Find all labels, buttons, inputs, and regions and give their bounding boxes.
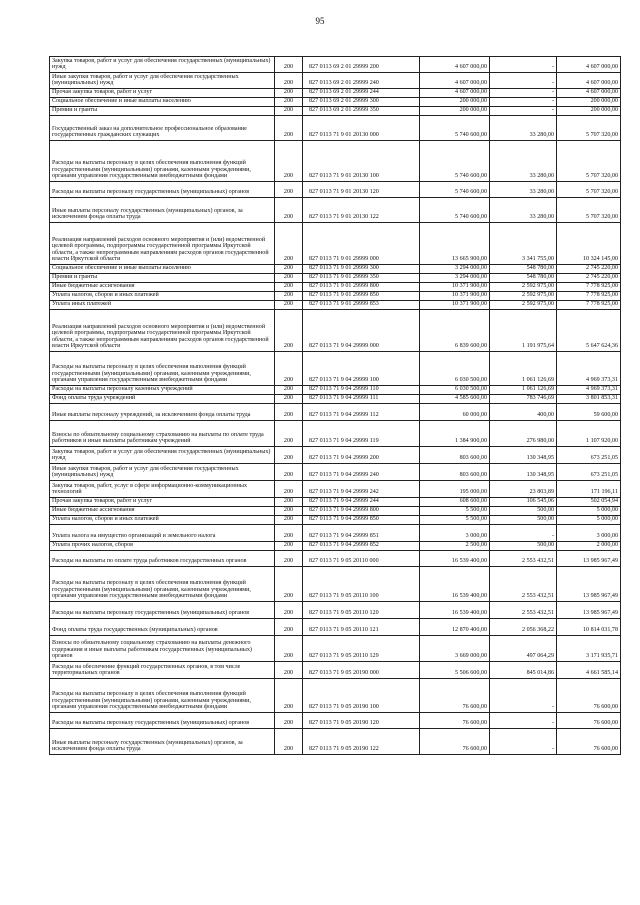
remaining-amount-cell: 4 607 000,00	[557, 73, 621, 89]
table-body	[50, 57, 621, 755]
line-code-cell: 200	[275, 352, 303, 386]
expense-name-cell: Иные бюджетные ассигнования	[50, 507, 275, 516]
remaining-amount-cell: 4 969 373,31	[557, 386, 621, 395]
line-code-cell: 200	[275, 619, 303, 636]
table-row	[50, 525, 621, 542]
classification-code-cell: 827 0113 71 9 01 20130 000	[303, 116, 420, 141]
remaining-amount-cell: 13 985 967,49	[557, 551, 621, 567]
executed-amount-cell: 2 592 975,00	[490, 283, 557, 292]
remaining-amount-cell: 673 251,05	[557, 447, 621, 464]
executed-amount-cell: 845 014,86	[490, 662, 557, 679]
line-code-cell: 200	[275, 89, 303, 98]
remaining-amount-cell: 1 107 920,00	[557, 421, 621, 447]
approved-amount-cell: 6 839 600,00	[420, 310, 490, 352]
approved-amount-cell: 5 500,00	[420, 516, 490, 525]
executed-amount-cell: 2 553 432,51	[490, 567, 557, 602]
executed-amount-cell: -	[490, 73, 557, 89]
line-code-cell: 200	[275, 98, 303, 107]
table-row	[50, 567, 621, 602]
expense-name-cell: Уплата налогов, сборов и иных платежей	[50, 516, 275, 525]
executed-amount-cell: 33 280,00	[490, 141, 557, 182]
approved-amount-cell: 60 000,00	[420, 404, 490, 421]
table-row	[50, 404, 621, 421]
line-code-cell: 200	[275, 481, 303, 498]
executed-amount-cell: 783 746,69	[490, 395, 557, 404]
classification-code-cell: 827 0113 71 9 05 20190 122	[303, 729, 420, 755]
executed-amount-cell: 2 592 975,00	[490, 292, 557, 301]
expense-name-cell: Государственный заказ на дополнительное профессиональное образование государственных гражданских служащих	[50, 116, 275, 141]
classification-code-cell: 827 0113 71 9 04 29999 240	[303, 464, 420, 481]
table-row	[50, 464, 621, 481]
approved-amount-cell: 200 000,00	[420, 107, 490, 116]
expense-name-cell: Расходы на выплаты по оплате труда работников государственных органов	[50, 551, 275, 567]
table-row	[50, 729, 621, 755]
approved-amount-cell: 3 000,00	[420, 525, 490, 542]
line-code-cell: 200	[275, 447, 303, 464]
table-row	[50, 619, 621, 636]
classification-code-cell: 827 0113 71 9 04 29999 111	[303, 395, 420, 404]
line-code-cell: 200	[275, 679, 303, 713]
table-row	[50, 107, 621, 116]
approved-amount-cell: 3 294 000,00	[420, 265, 490, 274]
classification-code-cell: 827 0113 71 9 04 29999 110	[303, 386, 420, 395]
classification-code-cell: 827 0113 69 2 01 29999 244	[303, 89, 420, 98]
classification-code-cell: 827 0113 71 9 04 29999 244	[303, 498, 420, 507]
expense-name-cell: Премии и гранты	[50, 274, 275, 283]
expense-name-cell: Реализация направлений расходов основного мероприятия и (или) ведомственной целевой программы, подпрограммы государственной программы Иркутской области, а также непрограммным направлениям расходов органов государственной власти Иркутской области	[50, 310, 275, 352]
remaining-amount-cell: 502 054,94	[557, 498, 621, 507]
table-row	[50, 223, 621, 265]
classification-code-cell: 827 0113 69 2 01 29999 200	[303, 57, 420, 73]
executed-amount-cell: 500,00	[490, 542, 557, 551]
approved-amount-cell: 200 000,00	[420, 98, 490, 107]
classification-code-cell: 827 0113 71 9 05 20190 000	[303, 662, 420, 679]
executed-amount-cell: -	[490, 729, 557, 755]
classification-code-cell: 827 0113 71 9 05 20190 120	[303, 713, 420, 729]
expense-name-cell: Прочая закупка товаров, работ и услуг	[50, 498, 275, 507]
executed-amount-cell: -	[490, 89, 557, 98]
classification-code-cell: 827 0113 69 2 01 29999 350	[303, 107, 420, 116]
budget-execution-table	[49, 56, 621, 755]
approved-amount-cell: 76 600,00	[420, 713, 490, 729]
line-code-cell: 200	[275, 516, 303, 525]
classification-code-cell: 827 0113 71 9 01 29999 350	[303, 274, 420, 283]
line-code-cell: 200	[275, 498, 303, 507]
classification-code-cell: 827 0113 69 2 01 29999 240	[303, 73, 420, 89]
line-code-cell: 200	[275, 713, 303, 729]
classification-code-cell: 827 0113 71 9 01 29999 850	[303, 292, 420, 301]
classification-code-cell: 827 0113 71 9 04 29999 800	[303, 507, 420, 516]
classification-code-cell: 827 0113 71 9 05 20110 121	[303, 619, 420, 636]
line-code-cell: 200	[275, 636, 303, 662]
table-row	[50, 116, 621, 141]
line-code-cell: 200	[275, 107, 303, 116]
expense-name-cell: Расходы на выплаты персоналу в целях обеспечения выполнения функций государственными (муниципальными) органами, казенными учреждениями, органами управления государственными внебюджетными фондами	[50, 352, 275, 386]
remaining-amount-cell: 5 707 320,00	[557, 198, 621, 223]
table-row	[50, 198, 621, 223]
classification-code-cell: 827 0113 71 9 01 29999 300	[303, 265, 420, 274]
table-row	[50, 662, 621, 679]
expense-name-cell: Иные выплаты персоналу учреждений, за исключением фонда оплаты труда	[50, 404, 275, 421]
classification-code-cell: 827 0113 71 9 04 29999 100	[303, 352, 420, 386]
approved-amount-cell: 803 600,00	[420, 464, 490, 481]
approved-amount-cell: 4 607 000,00	[420, 73, 490, 89]
table-row	[50, 274, 621, 283]
remaining-amount-cell: 200 000,00	[557, 98, 621, 107]
approved-amount-cell: 76 600,00	[420, 679, 490, 713]
line-code-cell: 200	[275, 542, 303, 551]
expense-name-cell: Расходы на выплаты персоналу казенных учреждений	[50, 386, 275, 395]
approved-amount-cell: 2 500,00	[420, 542, 490, 551]
executed-amount-cell: 130 348,95	[490, 464, 557, 481]
approved-amount-cell: 195 000,00	[420, 481, 490, 498]
table-row	[50, 507, 621, 516]
expense-name-cell: Расходы на выплаты персоналу в целях обеспечения выполнения функций государственными (муниципальными) органами, казенными учреждениями, органами управления государственными внебюджетными фондами	[50, 567, 275, 602]
table-row	[50, 283, 621, 292]
executed-amount-cell: 2 553 432,51	[490, 602, 557, 619]
approved-amount-cell: 4 607 000,00	[420, 89, 490, 98]
table-row	[50, 301, 621, 310]
classification-code-cell: 827 0113 71 9 01 29999 000	[303, 223, 420, 265]
approved-amount-cell: 3 669 000,00	[420, 636, 490, 662]
line-code-cell: 200	[275, 283, 303, 292]
remaining-amount-cell: 5 647 624,36	[557, 310, 621, 352]
executed-amount-cell: 33 280,00	[490, 116, 557, 141]
executed-amount-cell: 2 592 975,00	[490, 301, 557, 310]
classification-code-cell: 827 0113 71 9 05 20110 100	[303, 567, 420, 602]
remaining-amount-cell: 10 814 031,78	[557, 619, 621, 636]
table-row	[50, 182, 621, 198]
line-code-cell: 200	[275, 662, 303, 679]
executed-amount-cell: -	[490, 57, 557, 73]
table-row	[50, 679, 621, 713]
line-code-cell: 200	[275, 551, 303, 567]
expense-name-cell: Уплата прочих налогов, сборов	[50, 542, 275, 551]
expense-name-cell: Социальное обеспечение и иные выплаты населению	[50, 98, 275, 107]
expense-name-cell: Иные закупки товаров, работ и услуг для обеспечения государственных (муниципальных) нужд	[50, 73, 275, 89]
expense-name-cell: Расходы на выплаты персоналу в целях обеспечения выполнения функций государственными (муниципальными) органами, казенными учреждениями, органами управления государственными внебюджетными фондами	[50, 141, 275, 182]
table-row	[50, 421, 621, 447]
line-code-cell: 200	[275, 395, 303, 404]
expense-name-cell: Закупка товаров, работ и услуг для обеспечения государственных (муниципальных) нужд	[50, 57, 275, 73]
remaining-amount-cell: 4 607 000,00	[557, 89, 621, 98]
classification-code-cell: 827 0113 71 9 04 29999 852	[303, 542, 420, 551]
table-row	[50, 551, 621, 567]
remaining-amount-cell: 76 600,00	[557, 679, 621, 713]
line-code-cell: 200	[275, 729, 303, 755]
classification-code-cell: 827 0113 71 9 05 20110 120	[303, 602, 420, 619]
remaining-amount-cell: 673 251,05	[557, 464, 621, 481]
expense-name-cell: Иные бюджетные ассигнования	[50, 283, 275, 292]
approved-amount-cell: 5 740 600,00	[420, 141, 490, 182]
remaining-amount-cell: 10 324 145,00	[557, 223, 621, 265]
executed-amount-cell: 130 348,95	[490, 447, 557, 464]
approved-amount-cell: 16 539 400,00	[420, 602, 490, 619]
expense-name-cell: Уплата иных платежей	[50, 301, 275, 310]
executed-amount-cell: 500,00	[490, 507, 557, 516]
executed-amount-cell: 33 280,00	[490, 198, 557, 223]
executed-amount-cell: 23 803,89	[490, 481, 557, 498]
expense-name-cell: Иные закупки товаров, работ и услуг для обеспечения государственных (муниципальных) нужд	[50, 464, 275, 481]
executed-amount-cell: 276 980,00	[490, 421, 557, 447]
approved-amount-cell: 5 740 600,00	[420, 182, 490, 198]
table-row	[50, 386, 621, 395]
page-number: 95	[315, 16, 325, 26]
classification-code-cell: 827 0113 71 9 05 20110 129	[303, 636, 420, 662]
remaining-amount-cell: 5 707 320,00	[557, 116, 621, 141]
line-code-cell: 200	[275, 301, 303, 310]
remaining-amount-cell: 5 000,00	[557, 507, 621, 516]
remaining-amount-cell: 59 600,00	[557, 404, 621, 421]
executed-amount-cell: -	[490, 107, 557, 116]
remaining-amount-cell: 200 000,00	[557, 107, 621, 116]
expense-name-cell: Расходы на обеспечение функций государственных органов, в том числе территориальных органов	[50, 662, 275, 679]
remaining-amount-cell: 5 707 320,00	[557, 182, 621, 198]
table-row	[50, 57, 621, 73]
line-code-cell: 200	[275, 223, 303, 265]
approved-amount-cell: 10 371 900,00	[420, 283, 490, 292]
expense-name-cell: Иные выплаты персоналу государственных (муниципальных) органов, за исключением фонда оплаты труда	[50, 729, 275, 755]
table-row	[50, 292, 621, 301]
remaining-amount-cell: 5 707 320,00	[557, 141, 621, 182]
executed-amount-cell: 1 061 126,69	[490, 386, 557, 395]
line-code-cell: 200	[275, 310, 303, 352]
line-code-cell: 200	[275, 464, 303, 481]
remaining-amount-cell: 7 778 925,00	[557, 292, 621, 301]
approved-amount-cell: 6 030 500,00	[420, 352, 490, 386]
approved-amount-cell: 5 740 600,00	[420, 116, 490, 141]
remaining-amount-cell: 5 000,00	[557, 516, 621, 525]
executed-amount-cell: 548 780,00	[490, 265, 557, 274]
executed-amount-cell: 2 553 432,51	[490, 551, 557, 567]
approved-amount-cell: 5 740 600,00	[420, 198, 490, 223]
line-code-cell: 200	[275, 386, 303, 395]
line-code-cell: 200	[275, 116, 303, 141]
approved-amount-cell: 4 585 600,00	[420, 395, 490, 404]
executed-amount-cell: 497 064,29	[490, 636, 557, 662]
executed-amount-cell: 1 061 126,69	[490, 352, 557, 386]
table-row	[50, 89, 621, 98]
approved-amount-cell: 6 030 500,00	[420, 386, 490, 395]
expense-name-cell: Фонд оплаты труда учреждений	[50, 395, 275, 404]
table-row	[50, 265, 621, 274]
remaining-amount-cell: 3 171 935,71	[557, 636, 621, 662]
classification-code-cell: 827 0113 71 9 04 29999 200	[303, 447, 420, 464]
classification-code-cell: 827 0113 71 9 04 29999 119	[303, 421, 420, 447]
expense-name-cell: Взносы по обязательному социальному страхованию на выплаты по оплате труда работников и иные выплаты работникам учреждений	[50, 421, 275, 447]
remaining-amount-cell: 13 985 967,49	[557, 602, 621, 619]
line-code-cell: 200	[275, 507, 303, 516]
line-code-cell: 200	[275, 404, 303, 421]
expense-name-cell: Фонд оплаты труда государственных (муниципальных) органов	[50, 619, 275, 636]
expense-name-cell: Расходы на выплаты персоналу в целях обеспечения выполнения функций государственными (муниципальными) органами, казенными учреждениями, органами управления государственными внебюджетными фондами	[50, 679, 275, 713]
approved-amount-cell: 16 539 400,00	[420, 567, 490, 602]
remaining-amount-cell: 3 000,00	[557, 525, 621, 542]
expense-name-cell: Премии и гранты	[50, 107, 275, 116]
expense-name-cell: Уплата налога на имущество организаций и земельного налога	[50, 525, 275, 542]
executed-amount-cell: -	[490, 525, 557, 542]
line-code-cell: 200	[275, 292, 303, 301]
classification-code-cell: 827 0113 71 9 04 29999 850	[303, 516, 420, 525]
table-row	[50, 602, 621, 619]
expense-name-cell: Социальное обеспечение и иные выплаты населению	[50, 265, 275, 274]
table-row	[50, 352, 621, 386]
approved-amount-cell: 3 294 000,00	[420, 274, 490, 283]
line-code-cell: 200	[275, 421, 303, 447]
line-code-cell: 200	[275, 73, 303, 89]
line-code-cell: 200	[275, 274, 303, 283]
table-row	[50, 516, 621, 525]
table-row	[50, 73, 621, 89]
approved-amount-cell: 4 607 000,00	[420, 57, 490, 73]
executed-amount-cell: 400,00	[490, 404, 557, 421]
table-row	[50, 447, 621, 464]
classification-code-cell: 827 0113 71 9 01 20130 120	[303, 182, 420, 198]
expense-name-cell: Уплата налогов, сборов и иных платежей	[50, 292, 275, 301]
expense-name-cell: Закупка товаров, работ и услуг для обеспечения государственных (муниципальных) нужд	[50, 447, 275, 464]
line-code-cell: 200	[275, 57, 303, 73]
classification-code-cell: 827 0113 71 9 04 29999 851	[303, 525, 420, 542]
remaining-amount-cell: 4 661 585,14	[557, 662, 621, 679]
executed-amount-cell: 548 780,00	[490, 274, 557, 283]
remaining-amount-cell: 171 196,11	[557, 481, 621, 498]
executed-amount-cell: 3 341 755,00	[490, 223, 557, 265]
approved-amount-cell: 608 600,00	[420, 498, 490, 507]
table-row	[50, 141, 621, 182]
approved-amount-cell: 1 384 900,00	[420, 421, 490, 447]
remaining-amount-cell: 4 969 373,31	[557, 352, 621, 386]
executed-amount-cell: 1 191 975,64	[490, 310, 557, 352]
executed-amount-cell: -	[490, 679, 557, 713]
expense-name-cell: Расходы на выплаты персоналу государственных (муниципальных) органов	[50, 182, 275, 198]
table-row	[50, 98, 621, 107]
approved-amount-cell: 12 870 400,00	[420, 619, 490, 636]
executed-amount-cell: 500,00	[490, 516, 557, 525]
table-row	[50, 481, 621, 498]
classification-code-cell: 827 0113 71 9 01 20130 100	[303, 141, 420, 182]
table-row	[50, 713, 621, 729]
classification-code-cell: 827 0113 71 9 01 29999 853	[303, 301, 420, 310]
approved-amount-cell: 10 371 900,00	[420, 301, 490, 310]
table-row	[50, 542, 621, 551]
expense-name-cell: Расходы на выплаты персоналу государственных (муниципальных) органов	[50, 602, 275, 619]
executed-amount-cell: -	[490, 713, 557, 729]
expense-name-cell: Расходы на выплаты персоналу государственных (муниципальных) органов	[50, 713, 275, 729]
remaining-amount-cell: 2 000,00	[557, 542, 621, 551]
line-code-cell: 200	[275, 525, 303, 542]
line-code-cell: 200	[275, 182, 303, 198]
remaining-amount-cell: 2 745 220,00	[557, 265, 621, 274]
line-code-cell: 200	[275, 198, 303, 223]
line-code-cell: 200	[275, 141, 303, 182]
remaining-amount-cell: 13 985 967,49	[557, 567, 621, 602]
table-row	[50, 310, 621, 352]
classification-code-cell: 827 0113 71 9 01 29999 800	[303, 283, 420, 292]
table-row	[50, 498, 621, 507]
remaining-amount-cell: 76 600,00	[557, 729, 621, 755]
remaining-amount-cell: 76 600,00	[557, 713, 621, 729]
line-code-cell: 200	[275, 567, 303, 602]
classification-code-cell: 827 0113 71 9 04 29999 000	[303, 310, 420, 352]
remaining-amount-cell: 4 607 000,00	[557, 57, 621, 73]
line-code-cell: 200	[275, 265, 303, 274]
classification-code-cell: 827 0113 71 9 01 20130 122	[303, 198, 420, 223]
remaining-amount-cell: 3 801 853,31	[557, 395, 621, 404]
classification-code-cell: 827 0113 71 9 05 20110 000	[303, 551, 420, 567]
table-row	[50, 636, 621, 662]
expense-name-cell: Закупка товаров, работ, услуг в сфере информационно-коммуникационных технологий	[50, 481, 275, 498]
expense-name-cell: Взносы по обязательному социальному страхованию на выплаты денежного содержания и иные выплаты работникам государственных (муниципальных) органов	[50, 636, 275, 662]
expense-name-cell: Прочая закупка товаров, работ и услуг	[50, 89, 275, 98]
approved-amount-cell: 803 600,00	[420, 447, 490, 464]
executed-amount-cell: 33 280,00	[490, 182, 557, 198]
classification-code-cell: 827 0113 71 9 04 29999 112	[303, 404, 420, 421]
remaining-amount-cell: 7 778 925,00	[557, 283, 621, 292]
approved-amount-cell: 76 600,00	[420, 729, 490, 755]
classification-code-cell: 827 0113 71 9 04 29999 242	[303, 481, 420, 498]
expense-name-cell: Реализация направлений расходов основного мероприятия и (или) ведомственной целевой программы, подпрограммы государственной программы Иркутской области, а также непрограммным направлениям расходов органов государственной власти Иркутской области	[50, 223, 275, 265]
executed-amount-cell: -	[490, 98, 557, 107]
classification-code-cell: 827 0113 71 9 05 20190 100	[303, 679, 420, 713]
approved-amount-cell: 5 500,00	[420, 507, 490, 516]
line-code-cell: 200	[275, 602, 303, 619]
approved-amount-cell: 5 506 600,00	[420, 662, 490, 679]
expense-name-cell: Иные выплаты персоналу государственных (муниципальных) органов, за исключением фонда оплаты труда	[50, 198, 275, 223]
table-row	[50, 395, 621, 404]
approved-amount-cell: 10 371 900,00	[420, 292, 490, 301]
classification-code-cell: 827 0113 69 2 01 29999 300	[303, 98, 420, 107]
approved-amount-cell: 13 665 900,00	[420, 223, 490, 265]
remaining-amount-cell: 7 778 925,00	[557, 301, 621, 310]
remaining-amount-cell: 2 745 220,00	[557, 274, 621, 283]
approved-amount-cell: 16 539 400,00	[420, 551, 490, 567]
executed-amount-cell: 2 056 368,22	[490, 619, 557, 636]
executed-amount-cell: 106 545,06	[490, 498, 557, 507]
